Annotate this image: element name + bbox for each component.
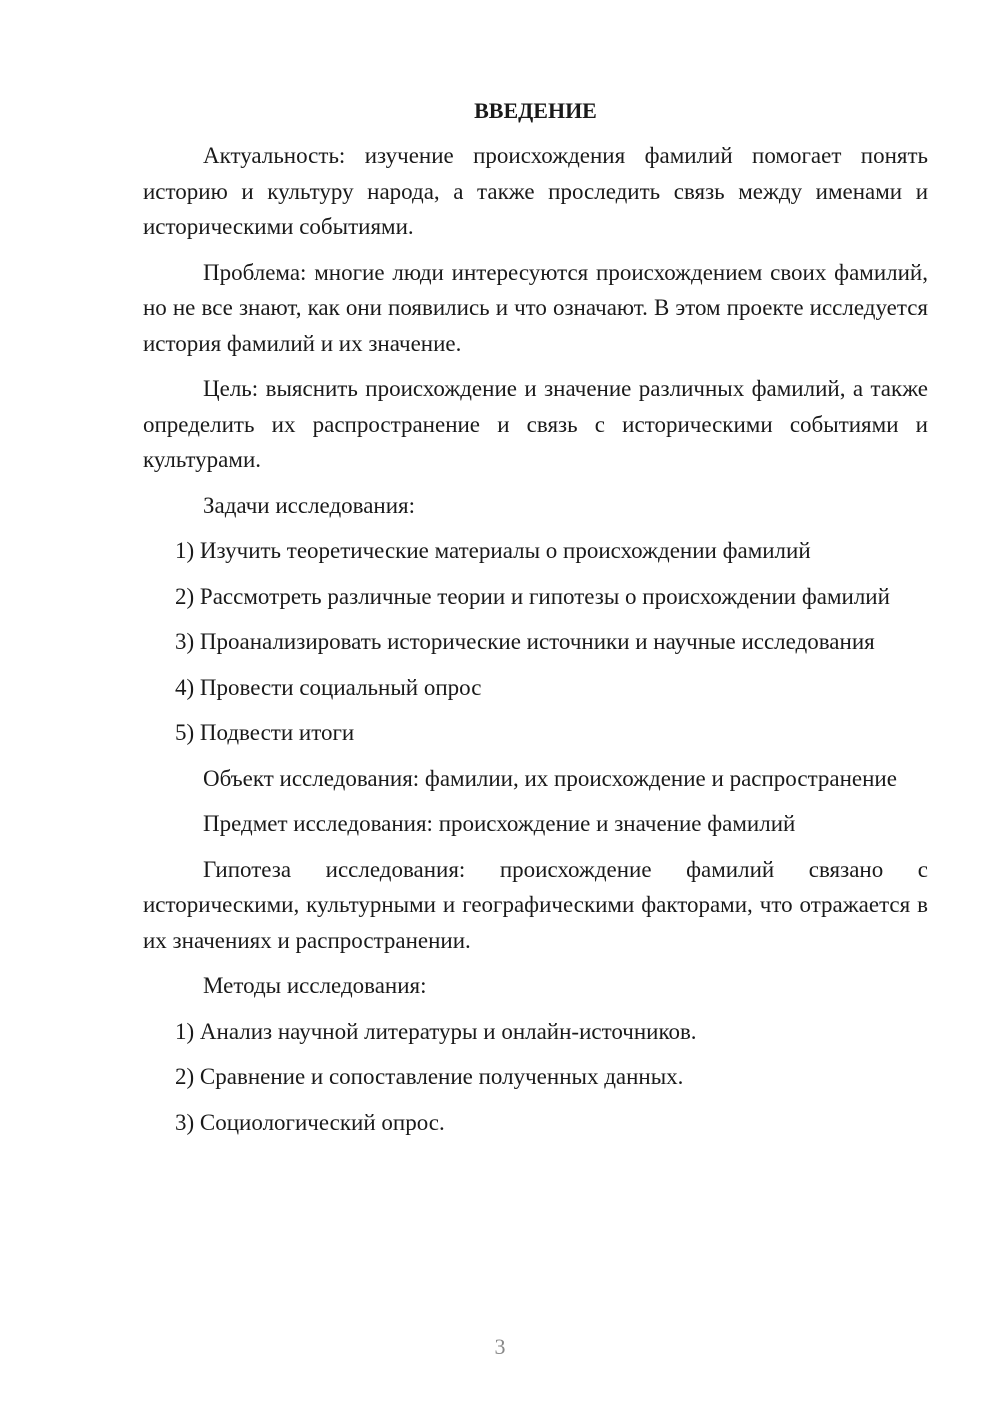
object-paragraph: Объект исследования: фамилии, их происхождение и распространение: [203, 765, 897, 791]
hypothesis-paragraph: Гипотеза исследования: происхождение фамилий связано с историческими, культурными и географическими факторами, что отражается в их значениях и распространении.: [143, 856, 928, 953]
task-item: 5) Подвести итоги: [175, 720, 355, 745]
page-content: [143, 93, 928, 1150]
method-item: 2) Сравнение и сопоставление полученных данных.: [175, 1064, 684, 1089]
goal-paragraph: Цель: выяснить происхождение и значение различных фамилий, а также определить их распространение и связь с историческими событиями и культурами.: [143, 376, 928, 472]
method-item: 1) Анализ научной литературы и онлайн-источников.: [175, 1018, 697, 1044]
method-item: 3) Социологический опрос.: [175, 1109, 445, 1135]
problem-paragraph: Проблема: многие люди интересуются происхождением своих фамилий, но не все знают, как они появились и что означают. В этом проекте исследуется история фамилий и их значение.: [143, 259, 928, 356]
task-item: 2) Рассмотреть различные теории и гипотезы о происхождении фамилий: [175, 583, 890, 609]
subject-paragraph: Предмет исследования: происхождение и значение фамилий: [203, 811, 796, 836]
page-number: 3: [494, 1334, 506, 1359]
task-item: 3) Проанализировать исторические источники и научные исследования: [175, 629, 875, 654]
relevance-paragraph: Актуальность: изучение происхождения фамилий помогает понять историю и культуру народа, а также проследить связь между именами и историческими событиями.: [143, 143, 928, 239]
tasks-heading: Задачи исследования:: [203, 492, 416, 518]
task-item: 1) Изучить теоретические материалы о происхождении фамилий: [175, 538, 811, 563]
methods-heading: Методы исследования:: [203, 973, 427, 998]
section-title: ВВЕДЕНИЕ: [474, 98, 597, 123]
task-item: 4) Провести социальный опрос: [175, 674, 482, 700]
